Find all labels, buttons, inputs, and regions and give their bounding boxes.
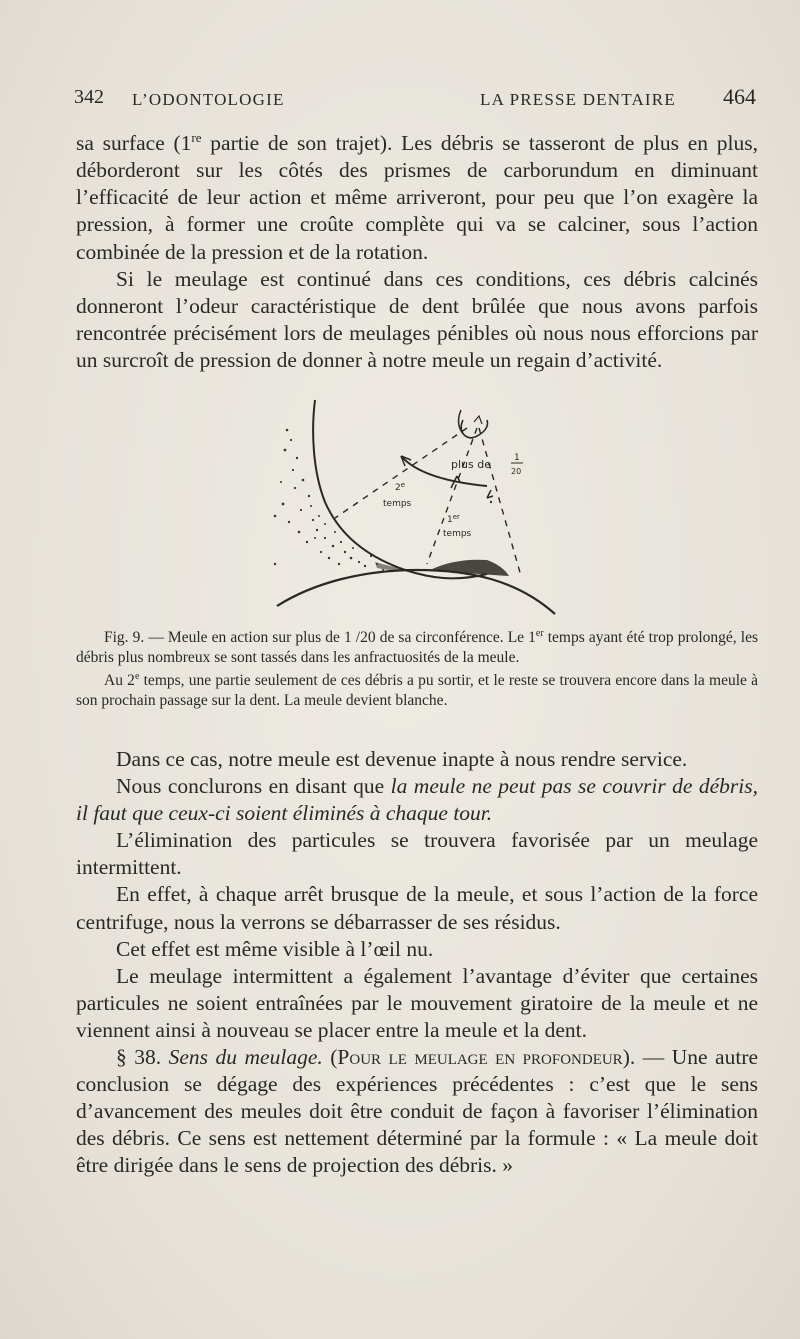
radius-lines	[335, 428, 521, 576]
caption-line-2: Au 2e temps, une partie seulement de ces débris a pu sortir, et le reste se trouvera encore dans la meule à son prochain passage sur la dent. La meule devient blanche.	[76, 671, 758, 709]
body-text-top	[76, 124, 758, 374]
label-2nd-temps: temps	[383, 499, 412, 509]
paragraph-8: Le meulage intermittent a également l’avantage d’éviter que certaines particules ne soient entraînées par le mouvement giratoire de la meule et ne viennent ainsi à nouveau se placer entre la meule et la dent.	[76, 963, 758, 1042]
page-number-right: 464	[723, 84, 756, 109]
caption-line-1: Fig. 9. — Meule en action sur plus de 1 /20 de sa circonférence. Le 1er temps ayant été trop prolongé, les débris plus nombreux se sont tassés dans les anfractuosités de la meule.	[76, 628, 758, 666]
section-number: § 38.	[116, 1045, 162, 1070]
paragraph-5: L’élimination des particules se trouvera favorisée par un meulage intermittent.	[76, 828, 758, 880]
fraction-numerator: 1	[514, 453, 520, 463]
paragraph-4: Nous conclurons en disant que la meule ne peut pas se couvrir de débris, il faut que ceux-ci soient éliminés à chaque tour.	[76, 774, 758, 826]
section-title: Sens du meulage.	[168, 1045, 323, 1070]
running-header	[74, 84, 756, 114]
label-1st-num: 1er	[447, 513, 460, 525]
grinding-wheel-figure	[255, 392, 575, 618]
paragraph-7: Cet effet est même visible à l’œil nu.	[116, 936, 434, 961]
running-title-left: L’ODONTOLOGIE	[132, 90, 285, 109]
paragraph-9: § 38. Sens du meulage. (Pour le meulage en profondeur). — Une autre conclusion se dégage des expériences précédentes : c’est que le sens d’avancement des meules doit être conduit de façon à favoriser l’élimination des débris. Ce sens est nettement déterminé par la formule : « La meule doit être dirigée dans le sens de projection des débris. »	[76, 1045, 759, 1178]
label-1st-temps: temps	[443, 529, 472, 539]
paragraph-6: En effet, à chaque arrêt brusque de la meule, et sous l’action de la force centrifuge, nous la verrons se débarrasser de ses résidus.	[76, 882, 758, 934]
running-title-right: LA PRESSE DENTAIRE	[480, 90, 676, 109]
paragraph-1: sa surface (1re partie de son trajet). Les débris se tasseront de plus en plus, déborderont sur les côtés des prismes de carborundum en diminuant l’efficacité de leur action et même arriveront, pour peu que l’on exagère la pression, à former une croûte complète qui va se calciner, sous l’action combinée de la pression et de la rotation.	[76, 130, 758, 264]
paragraph-3: Dans ce cas, notre meule est devenue inapte à nous rendre service.	[116, 747, 688, 771]
figure-labels	[383, 453, 523, 539]
fraction-denominator: 20	[511, 467, 522, 476]
packed-debris	[375, 560, 509, 576]
body-text-bottom	[76, 746, 758, 1180]
wheel-arc	[277, 570, 555, 614]
label-fraction: plus de	[451, 458, 491, 471]
page-number-left: 342	[74, 86, 104, 108]
label-2nd-num: 2e	[395, 481, 406, 493]
section-subtitle: (Pour le meulage en profondeur).	[330, 1045, 636, 1070]
paragraph-2: Si le meulage est continué dans ces conditions, ces débris calcinés donneront l’odeur caractéristique de dent brûlée que nous avons parfois rencontrée précisément lors de meulages pénibles où nous nous efforcions par un surcroît de pression de donner à notre meule un regain d’activité.	[76, 266, 758, 372]
figure-caption	[76, 624, 758, 710]
